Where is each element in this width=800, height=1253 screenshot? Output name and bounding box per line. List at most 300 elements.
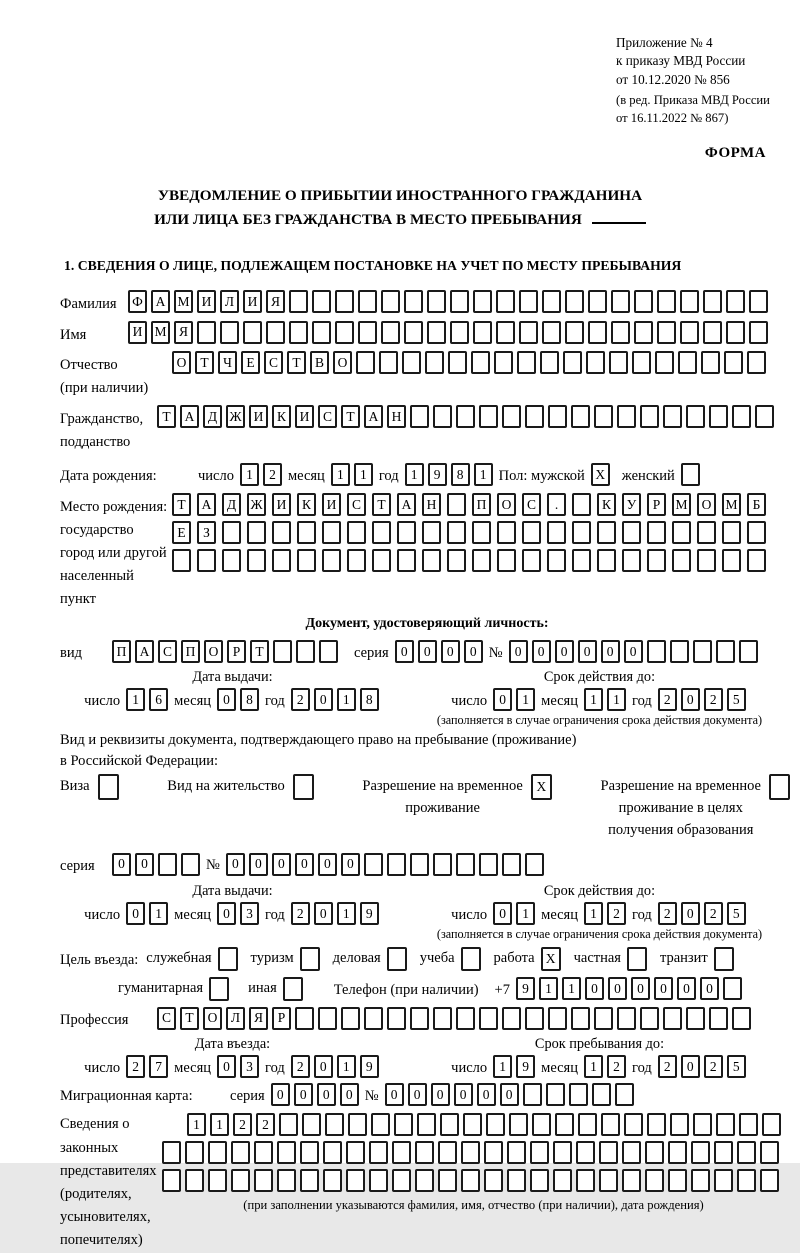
char-box[interactable] <box>289 290 308 313</box>
char-box[interactable]: И <box>272 493 291 516</box>
char-box[interactable] <box>709 1007 728 1030</box>
char-box[interactable] <box>517 351 536 374</box>
char-box[interactable] <box>749 290 768 313</box>
char-box[interactable] <box>348 1113 367 1136</box>
char-box[interactable] <box>640 405 659 428</box>
char-box[interactable]: 0 <box>431 1083 450 1106</box>
identity-issue-day[interactable] <box>126 688 172 711</box>
char-box[interactable] <box>747 549 766 572</box>
char-box[interactable]: 1 <box>584 902 603 925</box>
char-box[interactable] <box>599 1169 618 1192</box>
legal-row2-boxes[interactable] <box>162 1141 783 1164</box>
char-box[interactable]: 0 <box>217 902 236 925</box>
purpose-study-checkbox[interactable] <box>461 947 485 971</box>
char-box[interactable]: 2 <box>658 688 677 711</box>
identity-issue-year[interactable] <box>291 688 383 711</box>
char-box[interactable]: О <box>172 351 191 374</box>
char-box[interactable] <box>609 351 628 374</box>
char-box[interactable] <box>486 1113 505 1136</box>
char-box[interactable]: 1 <box>126 688 145 711</box>
char-box[interactable]: 0 <box>677 977 696 1000</box>
char-box[interactable] <box>760 1169 779 1192</box>
char-box[interactable]: М <box>151 321 170 344</box>
char-box[interactable]: 9 <box>428 463 447 486</box>
char-box[interactable] <box>438 1141 457 1164</box>
char-box[interactable]: 0 <box>578 640 597 663</box>
char-box[interactable] <box>617 405 636 428</box>
char-box[interactable] <box>272 521 291 544</box>
char-box[interactable]: 0 <box>681 1055 700 1078</box>
char-box[interactable] <box>525 405 544 428</box>
char-box[interactable] <box>586 351 605 374</box>
char-box[interactable]: 0 <box>500 1083 519 1106</box>
char-box[interactable] <box>472 549 491 572</box>
char-box[interactable] <box>277 1169 296 1192</box>
char-box[interactable]: А <box>180 405 199 428</box>
visa-checkbox[interactable] <box>98 774 123 800</box>
char-box[interactable] <box>678 351 697 374</box>
char-box[interactable] <box>415 1141 434 1164</box>
char-box[interactable] <box>497 549 516 572</box>
char-box[interactable]: Ф <box>128 290 147 313</box>
title-blank-line[interactable] <box>592 212 646 224</box>
residence-expiry-day[interactable] <box>493 902 539 925</box>
char-box[interactable]: 8 <box>240 688 259 711</box>
char-box[interactable]: А <box>151 290 170 313</box>
char-box[interactable]: Т <box>157 405 176 428</box>
char-box[interactable] <box>716 640 735 663</box>
residence-permit-checkbox[interactable] <box>293 774 318 800</box>
char-box[interactable]: Т <box>195 351 214 374</box>
char-box[interactable]: 2 <box>126 1055 145 1078</box>
char-box[interactable]: 0 <box>271 1083 290 1106</box>
residence-series-boxes[interactable] <box>112 853 204 876</box>
char-box[interactable]: 2 <box>233 1113 252 1136</box>
char-box[interactable]: 6 <box>149 688 168 711</box>
char-box[interactable] <box>381 321 400 344</box>
char-box[interactable]: 5 <box>727 902 746 925</box>
char-box[interactable]: 0 <box>493 902 512 925</box>
identity-issue-month[interactable] <box>217 688 263 711</box>
doc-series-boxes[interactable] <box>395 640 487 663</box>
char-box[interactable] <box>668 1169 687 1192</box>
char-box[interactable] <box>647 640 666 663</box>
char-box[interactable]: 2 <box>658 902 677 925</box>
migration-series-boxes[interactable] <box>271 1083 363 1106</box>
char-box[interactable]: Л <box>220 290 239 313</box>
char-box[interactable]: 1 <box>584 1055 603 1078</box>
char-box[interactable] <box>471 351 490 374</box>
char-box[interactable]: 0 <box>477 1083 496 1106</box>
char-box[interactable] <box>356 351 375 374</box>
char-box[interactable] <box>346 1169 365 1192</box>
char-box[interactable] <box>422 521 441 544</box>
char-box[interactable]: З <box>197 521 216 544</box>
char-box[interactable] <box>703 290 722 313</box>
char-box[interactable] <box>525 1007 544 1030</box>
residence-issue-year[interactable] <box>291 902 383 925</box>
char-box[interactable]: 1 <box>210 1113 229 1136</box>
stay-until-day[interactable] <box>493 1055 539 1078</box>
char-box[interactable] <box>472 521 491 544</box>
doc-number-boxes[interactable] <box>509 640 762 663</box>
char-box[interactable]: Т <box>180 1007 199 1030</box>
char-box[interactable]: С <box>264 351 283 374</box>
char-box[interactable]: 1 <box>562 977 581 1000</box>
birth-day-boxes[interactable] <box>240 463 286 486</box>
stay-until-month[interactable] <box>584 1055 630 1078</box>
char-box[interactable] <box>425 351 444 374</box>
purpose-humanitarian-checkbox[interactable] <box>209 977 233 1001</box>
char-box[interactable]: 2 <box>704 688 723 711</box>
name-boxes[interactable] <box>128 321 772 344</box>
char-box[interactable]: 2 <box>607 1055 626 1078</box>
char-box[interactable]: 0 <box>454 1083 473 1106</box>
birthplace-row3[interactable] <box>172 549 772 572</box>
patronymic-boxes[interactable] <box>172 351 770 374</box>
residence-issue-day[interactable] <box>126 902 172 925</box>
char-box[interactable] <box>686 1007 705 1030</box>
char-box[interactable] <box>502 405 521 428</box>
char-box[interactable] <box>732 405 751 428</box>
entry-date-year[interactable] <box>291 1055 383 1078</box>
char-box[interactable] <box>463 1113 482 1136</box>
char-box[interactable] <box>484 1169 503 1192</box>
char-box[interactable] <box>417 1113 436 1136</box>
char-box[interactable]: 1 <box>474 463 493 486</box>
char-box[interactable] <box>622 1141 641 1164</box>
char-box[interactable] <box>358 321 377 344</box>
char-box[interactable] <box>576 1141 595 1164</box>
char-box[interactable]: И <box>322 493 341 516</box>
char-box[interactable] <box>542 290 561 313</box>
char-box[interactable] <box>254 1141 273 1164</box>
char-box[interactable] <box>647 1113 666 1136</box>
char-box[interactable] <box>318 1007 337 1030</box>
char-box[interactable] <box>473 290 492 313</box>
char-box[interactable]: 0 <box>341 853 360 876</box>
char-box[interactable]: С <box>522 493 541 516</box>
char-box[interactable]: Я <box>174 321 193 344</box>
char-box[interactable]: 9 <box>516 977 535 1000</box>
char-box[interactable] <box>247 521 266 544</box>
char-box[interactable]: . <box>547 493 566 516</box>
residence-expiry-year[interactable] <box>658 902 750 925</box>
char-box[interactable]: 7 <box>149 1055 168 1078</box>
char-box[interactable]: Е <box>172 521 191 544</box>
char-box[interactable]: Т <box>341 405 360 428</box>
char-box[interactable] <box>450 321 469 344</box>
char-box[interactable] <box>502 1007 521 1030</box>
char-box[interactable] <box>218 947 238 971</box>
char-box[interactable] <box>714 1141 733 1164</box>
entry-date-month[interactable] <box>217 1055 263 1078</box>
char-box[interactable] <box>522 521 541 544</box>
char-box[interactable] <box>599 1141 618 1164</box>
char-box[interactable] <box>622 1169 641 1192</box>
char-box[interactable]: 0 <box>112 853 131 876</box>
char-box[interactable]: И <box>249 405 268 428</box>
birth-year-boxes[interactable] <box>405 463 497 486</box>
char-box[interactable] <box>456 853 475 876</box>
char-box[interactable]: Р <box>272 1007 291 1030</box>
char-box[interactable] <box>427 290 446 313</box>
char-box[interactable] <box>302 1113 321 1136</box>
char-box[interactable] <box>703 321 722 344</box>
char-box[interactable] <box>231 1141 250 1164</box>
char-box[interactable]: 1 <box>516 688 535 711</box>
char-box[interactable]: К <box>297 493 316 516</box>
char-box[interactable] <box>647 549 666 572</box>
char-box[interactable]: 1 <box>354 463 373 486</box>
char-box[interactable]: 2 <box>704 1055 723 1078</box>
char-box[interactable] <box>565 290 584 313</box>
char-box[interactable] <box>522 549 541 572</box>
char-box[interactable]: 0 <box>408 1083 427 1106</box>
char-box[interactable] <box>364 1007 383 1030</box>
char-box[interactable] <box>686 405 705 428</box>
char-box[interactable]: Н <box>422 493 441 516</box>
char-box[interactable]: 1 <box>337 902 356 925</box>
char-box[interactable]: П <box>112 640 131 663</box>
char-box[interactable] <box>760 1141 779 1164</box>
char-box[interactable]: 0 <box>272 853 291 876</box>
char-box[interactable]: 1 <box>187 1113 206 1136</box>
char-box[interactable]: И <box>197 290 216 313</box>
char-box[interactable] <box>484 1141 503 1164</box>
char-box[interactable] <box>300 1169 319 1192</box>
char-box[interactable] <box>197 549 216 572</box>
char-box[interactable]: У <box>622 493 641 516</box>
char-box[interactable] <box>732 1007 751 1030</box>
char-box[interactable] <box>379 351 398 374</box>
char-box[interactable] <box>680 290 699 313</box>
char-box[interactable] <box>548 1007 567 1030</box>
char-box[interactable]: О <box>697 493 716 516</box>
char-box[interactable] <box>410 1007 429 1030</box>
char-box[interactable] <box>691 1141 710 1164</box>
char-box[interactable]: 0 <box>532 640 551 663</box>
char-box[interactable] <box>402 351 421 374</box>
char-box[interactable]: 0 <box>314 1055 333 1078</box>
char-box[interactable]: М <box>672 493 691 516</box>
char-box[interactable] <box>243 321 262 344</box>
char-box[interactable] <box>347 521 366 544</box>
char-box[interactable] <box>496 290 515 313</box>
char-box[interactable] <box>540 351 559 374</box>
char-box[interactable] <box>447 493 466 516</box>
char-box[interactable]: 0 <box>624 640 643 663</box>
char-box[interactable] <box>722 521 741 544</box>
char-box[interactable]: 9 <box>360 1055 379 1078</box>
char-box[interactable] <box>578 1113 597 1136</box>
char-box[interactable] <box>655 351 674 374</box>
char-box[interactable]: А <box>197 493 216 516</box>
char-box[interactable] <box>297 549 316 572</box>
char-box[interactable]: 0 <box>509 640 528 663</box>
char-box[interactable]: С <box>347 493 366 516</box>
char-box[interactable] <box>569 1083 588 1106</box>
char-box[interactable] <box>594 1007 613 1030</box>
char-box[interactable] <box>657 321 676 344</box>
char-box[interactable] <box>272 549 291 572</box>
char-box[interactable]: 0 <box>418 640 437 663</box>
char-box[interactable] <box>283 977 303 1001</box>
char-box[interactable] <box>632 351 651 374</box>
char-box[interactable] <box>254 1169 273 1192</box>
char-box[interactable]: О <box>203 1007 222 1030</box>
char-box[interactable] <box>663 1007 682 1030</box>
char-box[interactable] <box>737 1169 756 1192</box>
char-box[interactable]: Ж <box>247 493 266 516</box>
char-box[interactable]: 0 <box>585 977 604 1000</box>
purpose-official-checkbox[interactable] <box>218 947 242 971</box>
char-box[interactable] <box>247 549 266 572</box>
char-box[interactable]: Я <box>249 1007 268 1030</box>
char-box[interactable]: X <box>541 947 561 971</box>
char-box[interactable]: 0 <box>681 902 700 925</box>
char-box[interactable] <box>461 1169 480 1192</box>
char-box[interactable]: Т <box>172 493 191 516</box>
purpose-transit-checkbox[interactable] <box>714 947 738 971</box>
char-box[interactable]: 3 <box>240 1055 259 1078</box>
char-box[interactable] <box>447 521 466 544</box>
char-box[interactable] <box>369 1169 388 1192</box>
char-box[interactable] <box>592 1083 611 1106</box>
char-box[interactable] <box>645 1141 664 1164</box>
doc-type-boxes[interactable] <box>112 640 342 663</box>
char-box[interactable] <box>293 774 314 800</box>
char-box[interactable]: Ж <box>226 405 245 428</box>
char-box[interactable] <box>565 321 584 344</box>
char-box[interactable] <box>404 321 423 344</box>
profession-boxes[interactable] <box>157 1007 755 1030</box>
char-box[interactable] <box>319 640 338 663</box>
char-box[interactable] <box>322 521 341 544</box>
char-box[interactable]: 9 <box>516 1055 535 1078</box>
char-box[interactable]: 1 <box>405 463 424 486</box>
char-box[interactable]: Е <box>241 351 260 374</box>
char-box[interactable] <box>297 521 316 544</box>
char-box[interactable] <box>208 1141 227 1164</box>
char-box[interactable]: 2 <box>291 902 310 925</box>
char-box[interactable]: Т <box>372 493 391 516</box>
char-box[interactable] <box>422 549 441 572</box>
purpose-private-checkbox[interactable] <box>627 947 651 971</box>
char-box[interactable] <box>392 1169 411 1192</box>
char-box[interactable] <box>347 549 366 572</box>
purpose-other-checkbox[interactable] <box>283 977 307 1001</box>
char-box[interactable] <box>222 549 241 572</box>
char-box[interactable]: 8 <box>360 688 379 711</box>
char-box[interactable] <box>668 1141 687 1164</box>
identity-expiry-day[interactable] <box>493 688 539 711</box>
temp-residence-education-checkbox[interactable] <box>769 774 794 800</box>
char-box[interactable]: 2 <box>263 463 282 486</box>
char-box[interactable] <box>737 1141 756 1164</box>
char-box[interactable] <box>387 947 407 971</box>
char-box[interactable]: Ч <box>218 351 237 374</box>
char-box[interactable]: 0 <box>340 1083 359 1106</box>
char-box[interactable]: 0 <box>295 853 314 876</box>
char-box[interactable]: П <box>472 493 491 516</box>
char-box[interactable] <box>611 290 630 313</box>
char-box[interactable] <box>404 290 423 313</box>
char-box[interactable] <box>415 1169 434 1192</box>
char-box[interactable]: Б <box>747 493 766 516</box>
char-box[interactable] <box>548 405 567 428</box>
char-box[interactable]: О <box>333 351 352 374</box>
char-box[interactable] <box>542 321 561 344</box>
char-box[interactable] <box>615 1083 634 1106</box>
char-box[interactable]: 0 <box>555 640 574 663</box>
char-box[interactable] <box>507 1169 526 1192</box>
char-box[interactable] <box>601 1113 620 1136</box>
char-box[interactable] <box>611 321 630 344</box>
char-box[interactable] <box>98 774 119 800</box>
char-box[interactable] <box>341 1007 360 1030</box>
char-box[interactable]: 0 <box>681 688 700 711</box>
identity-expiry-month[interactable] <box>584 688 630 711</box>
char-box[interactable] <box>697 521 716 544</box>
char-box[interactable] <box>530 1169 549 1192</box>
char-box[interactable] <box>433 853 452 876</box>
char-box[interactable]: 9 <box>360 902 379 925</box>
char-box[interactable] <box>530 1141 549 1164</box>
char-box[interactable] <box>410 405 429 428</box>
char-box[interactable] <box>185 1169 204 1192</box>
char-box[interactable] <box>364 853 383 876</box>
char-box[interactable] <box>197 321 216 344</box>
char-box[interactable] <box>640 1007 659 1030</box>
char-box[interactable] <box>279 1113 298 1136</box>
char-box[interactable]: 0 <box>493 688 512 711</box>
char-box[interactable] <box>479 405 498 428</box>
char-box[interactable]: Я <box>266 290 285 313</box>
char-box[interactable]: 0 <box>217 688 236 711</box>
char-box[interactable] <box>622 549 641 572</box>
char-box[interactable] <box>456 1007 475 1030</box>
char-box[interactable] <box>519 290 538 313</box>
char-box[interactable] <box>397 549 416 572</box>
char-box[interactable] <box>372 521 391 544</box>
char-box[interactable]: 0 <box>385 1083 404 1106</box>
char-box[interactable]: А <box>135 640 154 663</box>
char-box[interactable] <box>208 1169 227 1192</box>
char-box[interactable] <box>716 1113 735 1136</box>
char-box[interactable] <box>723 977 742 1000</box>
char-box[interactable] <box>672 521 691 544</box>
char-box[interactable] <box>172 549 191 572</box>
char-box[interactable]: 0 <box>318 853 337 876</box>
char-box[interactable]: X <box>591 463 610 486</box>
char-box[interactable]: А <box>397 493 416 516</box>
char-box[interactable] <box>571 405 590 428</box>
stay-until-year[interactable] <box>658 1055 750 1078</box>
legal-row3-boxes[interactable] <box>162 1169 783 1192</box>
char-box[interactable] <box>325 1113 344 1136</box>
char-box[interactable] <box>397 521 416 544</box>
char-box[interactable]: 0 <box>314 688 333 711</box>
char-box[interactable]: 0 <box>135 853 154 876</box>
char-box[interactable]: 0 <box>395 640 414 663</box>
char-box[interactable] <box>346 1141 365 1164</box>
char-box[interactable]: 0 <box>317 1083 336 1106</box>
char-box[interactable] <box>427 321 446 344</box>
residence-issue-month[interactable] <box>217 902 263 925</box>
char-box[interactable] <box>627 947 647 971</box>
char-box[interactable] <box>289 321 308 344</box>
